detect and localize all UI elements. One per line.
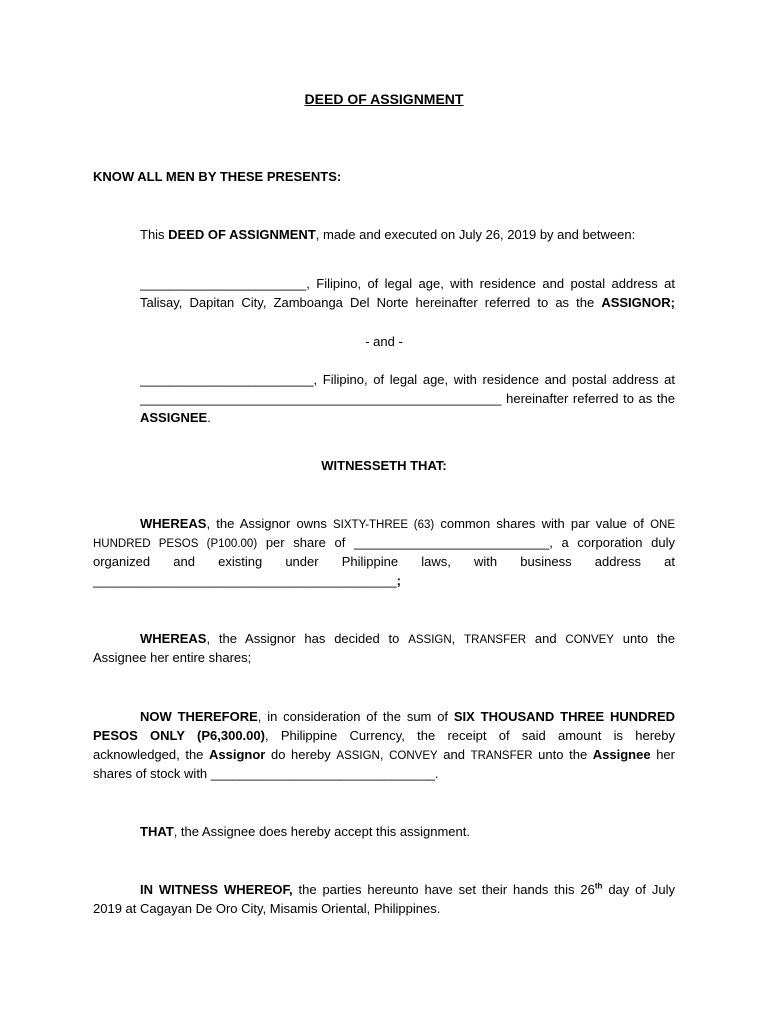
assignee-address-blank: __________________________________________________	[140, 391, 502, 406]
business-address-blank: __________________________________________	[93, 573, 397, 588]
whereas-1-line-3: organized and existing under Philippine laws, with business address at	[93, 554, 675, 569]
witness-line-2: 2019 at Cagayan De Oro City, Misamis Oriental, Philippines.	[93, 901, 441, 916]
and-separator: - and -	[365, 334, 403, 349]
shares-of-stock-blank: _______________________________	[210, 766, 435, 781]
witness-line-1: IN WITNESS WHEREOF, the parties hereunto have set their hands this 26th day of July	[140, 881, 675, 897]
now-therefore-line-2: PESOS ONLY (P6,300.00), Philippine Currency, the receipt of said amount is hereby	[93, 728, 676, 743]
assignee-name-blank: ________________________	[140, 372, 314, 387]
assignee-line-3: ASSIGNEE.	[140, 410, 211, 425]
now-therefore-line-1: NOW THEREFORE, in consideration of the sum of SIX THOUSAND THREE HUNDRED	[140, 709, 676, 724]
assignee-line-2: __________________________________________________ hereinafter referred to as the	[140, 391, 675, 406]
whereas-1-line-4: __________________________________________;	[93, 573, 402, 588]
witnesseth-heading: WITNESSETH THAT:	[321, 458, 447, 473]
whereas-2-line-2: Assignee her entire shares;	[93, 650, 252, 665]
assignor-line-2: Talisay, Dapitan City, Zamboanga Del Norte hereinafter referred to as the ASSIGNOR;	[140, 295, 675, 310]
assignee-line-1: ________________________, Filipino, of legal age, with residence and postal address at	[140, 372, 675, 387]
whereas-1-line-2: HUNDRED PESOS (P100.00) per share of ___________________________, a corporation duly	[93, 535, 675, 550]
that-paragraph: THAT, the Assignee does hereby accept this assignment.	[140, 824, 470, 839]
know-all-heading: KNOW ALL MEN BY THESE PRESENTS:	[93, 169, 342, 184]
assignor-name-blank: _______________________	[140, 276, 307, 291]
whereas-1-line-1: WHEREAS, the Assignor owns SIXTY-THREE (63) common shares with par value of ONE	[140, 516, 675, 531]
whereas-2-line-1: WHEREAS, the Assignor has decided to ASSIGN, TRANSFER and CONVEY unto the	[140, 631, 675, 646]
intro-paragraph: This DEED OF ASSIGNMENT, made and executed on July 26, 2019 by and between:	[140, 227, 636, 242]
now-therefore-line-4: shares of stock with _______________________________.	[93, 766, 439, 781]
document-title: DEED OF ASSIGNMENT	[304, 91, 464, 107]
corporation-blank: ___________________________	[354, 535, 550, 550]
now-therefore-line-3: acknowledged, the Assignor do hereby ASSIGN, CONVEY and TRANSFER unto the Assignee her	[93, 747, 675, 762]
assignor-line-1: _______________________, Filipino, of legal age, with residence and postal address at	[140, 276, 675, 291]
